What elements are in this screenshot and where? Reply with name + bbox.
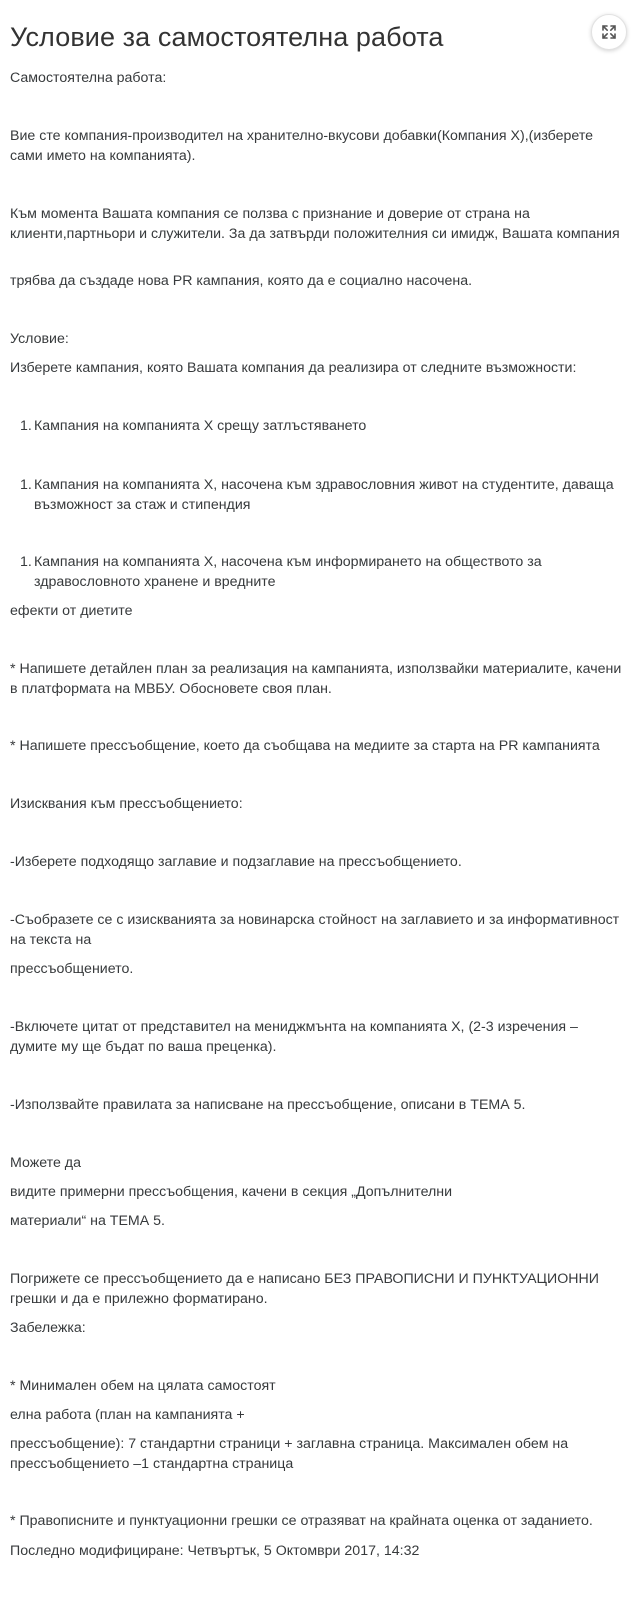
requirement-rules: -Използвайте правилата за написване на прессъобщение, описани в ТЕМА 5. <box>10 1097 526 1113</box>
requirement-quote: -Включете цитат от представител на мениджмънта на компанията X, (2-3 изречения –думите му ще бъдат по ваша преценка). <box>10 1019 578 1055</box>
paragraph-company: Вие сте компания-производител на хранително-вкусови добавки(Компания X),(изберете сами името на компанията). <box>10 128 594 164</box>
list-item-nutrition: Кампания на компанията X, насочена към информирането на обществото за здравословното хранене и вредните <box>34 554 542 590</box>
condition-heading: Условие: <box>10 331 69 347</box>
list-item-students: Кампания на компанията X, насочена към здравословния живот на студентите, даваща възможност за стаж и стипендия <box>34 477 614 513</box>
page-title: Условие за самостоятелна работа <box>10 22 444 52</box>
paragraph-examples-2: видите примерни прессъобщения, качени в секция „Допълнителни <box>10 1184 453 1200</box>
paragraph-examples-3: материали“ на ТЕМА 5. <box>10 1213 165 1229</box>
expand-icon <box>601 24 617 40</box>
requirements-heading: Изисквания към прессъобщението: <box>10 796 243 812</box>
requirement-title: -Изберете подходящо заглавие и подзаглавие на прессъобщението. <box>10 854 462 870</box>
note-heading: Забележка: <box>10 1320 86 1336</box>
note-spelling: * Правописните и пунктуационни грешки се отразяват на крайната оценка от заданието. <box>10 1513 593 1529</box>
note-volume-2: елна работа (план на кампанията + <box>10 1407 245 1423</box>
note-volume-1: * Минимален обем на цялата самостоят <box>10 1378 276 1394</box>
paragraph-diets: ефекти от диетите <box>10 603 133 619</box>
paragraph-reputation: Към момента Вашата компания се ползва с признание и доверие от страна на клиенти,партньори и служители. За да затвърди положителния си имидж, Вашата компания <box>10 206 620 242</box>
requirement-news-value-cont: прессъобщението. <box>10 961 134 977</box>
last-modified: Последно модифициране: Четвъртък, 5 Октомври 2017, 14:32 <box>10 1543 420 1559</box>
paragraph-formatting: Погрижете се прессъобщението да е написано БЕЗ ПРАВОПИСНИ И ПУНКТУАЦИОННИ грешки и да е прилежно форматирано. <box>10 1271 599 1307</box>
paragraph-examples-1: Можете да <box>10 1155 81 1171</box>
requirement-news-value: -Съобразете се с изискванията за новинарска стойност на заглавието и за информативност на текста на <box>10 912 620 948</box>
task-press-release: * Напишете прессъобщение, което да съобщава на медиите за старта на PR кампанията <box>10 738 600 754</box>
list-number: 1. <box>20 477 32 493</box>
note-volume-3: прессъобщение): 7 стандартни страници + заглавна страница. Максимален обем на прессъобщението –1 стандартна страница <box>10 1436 569 1472</box>
fullscreen-button[interactable] <box>591 14 627 50</box>
list-number: 1. <box>20 554 32 570</box>
paragraph-pr-campaign: трябва да създаде нова PR кампания, която да е социално насочена. <box>10 273 473 289</box>
paragraph-choose-campaign: Изберете кампания, която Вашата компания да реализира от следните възможности: <box>10 360 577 376</box>
intro-heading: Самостоятелна работа: <box>10 70 167 86</box>
list-number: 1. <box>20 418 32 434</box>
task-plan: * Напишете детайлен план за реализация на кампанията, използвайки материалите, качени в платформата на МВБУ. Обосновете своя план. <box>10 661 622 697</box>
list-item-obesity: Кампания на компанията X срещу затлъстяването <box>34 418 367 434</box>
